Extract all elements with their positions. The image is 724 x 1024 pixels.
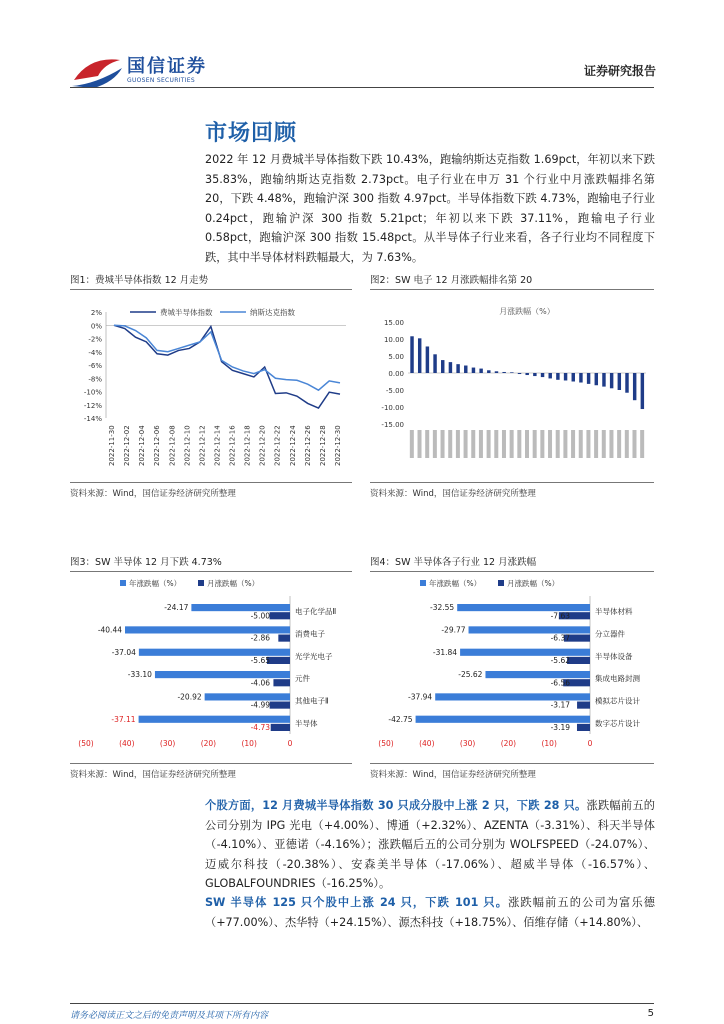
fig1-x-tick: 2022-12-10 xyxy=(183,425,192,466)
fig2-bar xyxy=(449,362,452,373)
fig2-category-label-illegible xyxy=(533,430,537,458)
fig1-y-tick: -14% xyxy=(83,415,102,423)
fig4-value-label: -25.62 xyxy=(458,670,483,680)
header-divider xyxy=(70,87,654,88)
fig2-category-label-illegible xyxy=(410,430,414,458)
fig1-x-tick: 2022-12-08 xyxy=(168,425,177,466)
fig2-bar xyxy=(518,373,521,374)
fig3-value-label: -24.17 xyxy=(164,603,189,613)
fig2-bar xyxy=(410,336,413,373)
fig1-x-tick: 2022-12-14 xyxy=(213,425,222,466)
fig4-x-tick: 0 xyxy=(587,739,593,748)
fig4-source: 资料来源：Wind，国信证券经济研究所整理 xyxy=(370,770,536,780)
fig1-x-tick: 2022-12-06 xyxy=(153,425,162,466)
fig1-source: 资料来源：Wind，国信证券经济研究所整理 xyxy=(70,489,236,499)
fig2-bar xyxy=(479,369,482,373)
fig4-legend-label: 月涨跌幅（%） xyxy=(507,579,560,588)
fig2-category-label-illegible xyxy=(556,430,560,458)
fig2-bar xyxy=(433,354,436,373)
fig4-bottom-rule xyxy=(370,763,654,764)
fig2-category-label-illegible xyxy=(617,430,621,458)
fig4-value-label: -3.19 xyxy=(550,723,570,732)
fig2-source: 资料来源：Wind，国信证券经济研究所整理 xyxy=(370,489,536,499)
fig4-legend-label: 年涨跌幅（%） xyxy=(429,579,482,588)
fig4-x-tick: (50) xyxy=(378,739,394,748)
fig3-bar xyxy=(191,604,290,611)
fig4-value-label: -31.84 xyxy=(432,647,458,657)
fig2-bar xyxy=(541,373,544,377)
fig2-title: 图2：SW 电子 12 月涨跌幅排名第 20 xyxy=(370,275,533,286)
fig3-category-label: 元件 xyxy=(295,674,310,684)
fig1-series-line-0 xyxy=(114,325,340,408)
fig2-bar xyxy=(610,373,613,388)
fig1-y-tick: 0% xyxy=(90,322,102,331)
fig3-bar xyxy=(155,671,290,678)
fig2-category-label-illegible xyxy=(625,430,629,458)
fig4-bar xyxy=(469,626,590,633)
fig3-value-label: -33.10 xyxy=(127,670,152,680)
fig2-category-label-illegible xyxy=(579,430,583,458)
fig1-x-tick: 2022-12-28 xyxy=(318,425,327,466)
fig2-category-label-illegible xyxy=(594,430,598,458)
sw-paragraph xyxy=(205,893,655,932)
fig2-category-label-illegible xyxy=(502,430,506,458)
fig2-bar xyxy=(602,373,605,387)
fig3-value-label: -4.06 xyxy=(250,678,270,688)
fig2-bar xyxy=(472,368,475,373)
fig2-category-label-illegible xyxy=(441,430,445,458)
fig1-y-tick: -6% xyxy=(88,362,102,370)
fig2-category-label-illegible xyxy=(563,430,567,458)
fig4-bar xyxy=(577,724,590,731)
intro-paragraph: 2022 年 12 月费城半导体指数下跌 10.43%，跑输纳斯达克指数 1.69pct，年初以来下跌 35.83%，跑输纳斯达克指数 2.73pct。电子行业在申万 31 个行业中月涨跌幅排名第 20，下跌 4.48%，跑输沪深 300 指数 4.97pct。半导体指数下跌 4.73%，跑输电子行业 0.24pct，跑输沪深 300 指数 5.21pct；年初以来下跌 37.11%，跑输电子行业 0.58pct，跑输沪深 300 指数 15.48pct。从半导体子行业来看，各子行业均不同程度下跌，其中半导体材料跌幅最大，为 7.63%。 xyxy=(205,153,655,264)
page-number: 5 xyxy=(647,1008,654,1019)
fig3-value-label: -4.73 xyxy=(250,723,270,732)
fig1-x-tick: 2022-12-24 xyxy=(288,425,297,466)
fig2-category-label-illegible xyxy=(464,430,468,458)
fig3-bar xyxy=(271,724,290,731)
fig1-title: 图1：费城半导体指数 12 月走势 xyxy=(70,275,209,286)
fig4-rule xyxy=(370,571,654,572)
fig2-y-tick: 0.00 xyxy=(388,370,404,378)
fig3-x-tick: 0 xyxy=(287,739,293,748)
fig2-category-label-illegible xyxy=(456,430,460,458)
fig3-value-label: -20.92 xyxy=(177,692,202,702)
fig3-bar xyxy=(270,702,290,709)
fig4-value-label: -6.37 xyxy=(550,633,570,643)
fig2-bar xyxy=(456,364,459,373)
fig2-bar xyxy=(641,373,644,409)
fig2-category-label-illegible xyxy=(494,430,498,458)
fig4-value-label: -6.56 xyxy=(550,678,570,688)
fig3-bar xyxy=(205,693,290,700)
fig1-y-tick: -4% xyxy=(88,348,102,357)
fig3-x-tick: (20) xyxy=(200,739,217,748)
fig2-category-label-illegible xyxy=(602,430,606,458)
brand-name-cn: 国信证券 xyxy=(127,56,207,77)
fig1-y-tick: -2% xyxy=(88,335,102,344)
fig4-category-label: 集成电路封测 xyxy=(595,674,640,684)
fig4-category-label: 分立器件 xyxy=(595,629,625,639)
fig2-y-tick: 10.00 xyxy=(383,336,404,344)
fig2-bar xyxy=(441,360,444,373)
fig1-x-tick: 2022-12-20 xyxy=(258,425,267,466)
fig3-bar xyxy=(270,612,290,619)
fig2-category-label-illegible xyxy=(609,430,613,458)
fig2-bar xyxy=(564,373,567,380)
fig3-legend-label: 年涨跌幅（%） xyxy=(129,579,182,588)
fig3-category-label: 半导体 xyxy=(295,718,318,728)
fig2-category-label-illegible xyxy=(487,430,491,458)
stocks-paragraph xyxy=(205,796,655,894)
fig4-category-label: 半导体设备 xyxy=(595,651,633,661)
fig4-bar xyxy=(485,671,590,678)
fig3-value-label: -40.44 xyxy=(97,625,123,635)
fig1-x-tick: 2022-12-30 xyxy=(334,425,342,466)
fig4-value-label: -42.75 xyxy=(388,714,413,724)
fig2-category-label-illegible xyxy=(448,430,452,458)
fig4-bar xyxy=(435,693,590,700)
fig4-category-label: 半导体材料 xyxy=(595,607,633,617)
fig2-category-label-illegible xyxy=(548,430,552,458)
fig4-value-label: -5.62 xyxy=(550,656,570,665)
fig2-bar xyxy=(625,373,628,393)
fig3-value-label: -5.65 xyxy=(250,656,270,665)
fig1-y-tick: -10% xyxy=(83,388,102,397)
fig2-bar xyxy=(633,373,636,400)
fig4-value-label: -7.63 xyxy=(550,611,570,621)
fig2-category-label-illegible xyxy=(632,430,636,458)
brand-name-en: GUOSEN SECURITIES xyxy=(127,77,196,84)
fig3-category-label: 光学光电子 xyxy=(295,651,333,661)
fig2-bar xyxy=(502,372,505,373)
fig2-bar xyxy=(556,373,559,380)
fig1-x-tick: 2022-12-26 xyxy=(303,425,312,466)
fig1-legend-label: 纳斯达克指数 xyxy=(250,308,295,317)
footer-disclaimer: 请务必阅读正文之后的免责声明及其项下所有内容 xyxy=(70,1011,269,1021)
fig2-bar xyxy=(525,373,528,375)
fig1-rule xyxy=(70,289,352,290)
fig2-category-label-illegible xyxy=(571,430,575,458)
fig3-legend-label: 月涨跌幅（%） xyxy=(207,579,260,588)
fig2-bar xyxy=(426,346,429,373)
fig3-bar xyxy=(139,649,290,656)
fig3-value-label: -5.00 xyxy=(250,611,270,621)
fig3-bottom-rule xyxy=(70,763,352,764)
fig1-series-line-1 xyxy=(114,325,340,390)
fig2-bar xyxy=(533,373,536,376)
fig4-category-label: 模拟芯片设计 xyxy=(595,696,640,706)
fig3-source: 资料来源：Wind，国信证券经济研究所整理 xyxy=(70,770,236,780)
sw-paragraph-body: 涨跌幅前五的公司为富乐德（+77.00%）、杰华特（+24.15%）、源杰科技（+18.75%）、佰维存储（+14.80%）、 xyxy=(205,896,655,929)
fig1-y-tick: 2% xyxy=(90,309,102,317)
fig2-bar xyxy=(464,366,467,373)
fig3-x-tick: (30) xyxy=(159,739,176,748)
fig1-x-tick: 2022-12-22 xyxy=(273,425,282,466)
fig3-category-label: 消费电子 xyxy=(295,629,325,639)
fig2-bar xyxy=(587,373,590,384)
fig4-value-label: -37.94 xyxy=(408,692,433,702)
fig4-value-label: -3.17 xyxy=(550,700,570,710)
fig2-bar xyxy=(548,373,551,378)
fig4-bar xyxy=(460,649,590,656)
fig3-bar xyxy=(278,635,290,642)
stocks-paragraph-body: 涨跌幅前五的公司分别为 IPG 光电（+4.00%）、博通（+2.32%）、AZENTA（-3.31%）、科天半导体（-4.10%）、亚德诺（-4.16%）；涨跌幅后五的公司分别为 WOLFSPEED（-24.07%）、迈威尔科技（-20.38%）、安森美半导体（-17.06%）、超威半导体（-16.57%）、GLOBALFOUNDRIES（-16.25%）。 xyxy=(205,799,655,890)
fig1-x-tick: 2022-12-18 xyxy=(243,425,252,466)
fig3-bar xyxy=(267,657,290,664)
fig4-bar xyxy=(567,657,590,664)
fig3-legend-swatch xyxy=(198,580,204,586)
fig2-y-tick: 5.00 xyxy=(388,353,404,361)
fig2-category-label-illegible xyxy=(471,430,475,458)
fig4-category-label: 数字芯片设计 xyxy=(595,718,640,728)
fig3-hbar-chart xyxy=(70,574,352,754)
report-type-label: 证券研究报告 xyxy=(583,64,656,78)
fig1-bottom-rule xyxy=(70,482,352,483)
fig3-x-tick: (50) xyxy=(78,739,94,748)
fig2-category-label-illegible xyxy=(510,430,514,458)
fig2-y-tick: -15.00 xyxy=(381,421,404,429)
fig4-legend-swatch xyxy=(420,580,426,586)
footer-divider xyxy=(70,1003,654,1004)
fig1-x-tick: 2022-12-04 xyxy=(138,425,147,466)
fig3-value-label: -4.99 xyxy=(250,700,270,710)
fig2-rule xyxy=(370,289,654,290)
fig4-x-tick: (10) xyxy=(541,739,557,748)
fig2-bar xyxy=(579,373,582,383)
fig3-title: 图3：SW 半导体 12 月下跌 4.73% xyxy=(70,557,222,568)
fig3-rule xyxy=(70,571,352,572)
fig3-category-label: 电子化学品Ⅱ xyxy=(295,607,337,617)
fig4-x-tick: (20) xyxy=(500,739,517,748)
fig4-x-tick: (30) xyxy=(459,739,476,748)
fig2-bar xyxy=(487,370,490,373)
fig4-x-tick: (40) xyxy=(419,739,435,748)
fig2-category-label-illegible xyxy=(525,430,529,458)
fig2-category-label-illegible xyxy=(640,430,644,458)
fig3-x-tick: (40) xyxy=(119,739,135,748)
fig1-y-tick: -12% xyxy=(83,401,102,410)
fig1-x-tick: 2022-11-30 xyxy=(108,425,116,466)
fig4-bar xyxy=(416,716,590,723)
fig2-bar xyxy=(595,373,598,385)
fig4-bar xyxy=(457,604,590,611)
fig2-category-label-illegible xyxy=(586,430,590,458)
fig4-value-label: -29.77 xyxy=(441,625,466,635)
fig3-category-label: 其他电子Ⅱ xyxy=(295,696,329,706)
fig1-legend-label: 费城半导体指数 xyxy=(160,308,213,317)
fig2-category-label-illegible xyxy=(433,430,437,458)
fig2-bar xyxy=(418,338,421,373)
fig2-bar xyxy=(495,371,498,373)
stocks-paragraph-lead: 个股方面，12 月费城半导体指数 30 只成分股中上涨 2 只，下跌 28 只。 xyxy=(205,799,587,812)
fig2-bar xyxy=(618,373,621,390)
fig1-y-tick: -8% xyxy=(88,375,102,384)
fig2-category-label-illegible xyxy=(540,430,544,458)
fig1-x-tick: 2022-12-02 xyxy=(123,425,132,466)
fig3-bar xyxy=(125,626,290,633)
fig3-bar xyxy=(139,716,290,723)
fig2-bar-chart xyxy=(370,292,654,472)
fig4-legend-swatch xyxy=(498,580,504,586)
fig4-bar xyxy=(577,702,590,709)
fig2-category-label-illegible xyxy=(479,430,483,458)
fig4-title: 图4：SW 半导体各子行业 12 月涨跌幅 xyxy=(370,557,537,568)
section-title: 市场回顾 xyxy=(205,121,298,146)
fig2-chart-title: 月涨跌幅（%） xyxy=(499,307,555,316)
fig3-value-label: -37.04 xyxy=(111,647,136,657)
fig2-bar xyxy=(572,373,575,382)
sw-paragraph-lead: SW 半导体 125 只个股中上涨 24 只，下跌 101 只。 xyxy=(205,896,509,909)
fig2-bar xyxy=(510,372,513,373)
fig3-value-label: -2.86 xyxy=(250,633,270,643)
fig2-category-label-illegible xyxy=(517,430,521,458)
fig3-bar xyxy=(273,679,290,686)
fig3-value-label: -37.11 xyxy=(111,714,136,724)
fig1-line-chart xyxy=(70,292,352,472)
fig4-value-label: -32.55 xyxy=(430,603,455,613)
fig1-x-tick: 2022-12-12 xyxy=(198,425,207,466)
fig2-y-tick: -5.00 xyxy=(385,387,404,395)
fig1-x-tick: 2022-12-16 xyxy=(228,425,237,466)
fig2-category-label-illegible xyxy=(425,430,429,458)
fig3-legend-swatch xyxy=(120,580,126,586)
fig4-hbar-chart xyxy=(370,574,654,754)
fig2-y-tick: -10.00 xyxy=(381,404,404,412)
fig3-x-tick: (10) xyxy=(241,739,257,748)
fig2-bottom-rule xyxy=(370,482,654,483)
fig2-category-label-illegible xyxy=(418,430,422,458)
fig2-y-tick: 15.00 xyxy=(383,319,404,327)
